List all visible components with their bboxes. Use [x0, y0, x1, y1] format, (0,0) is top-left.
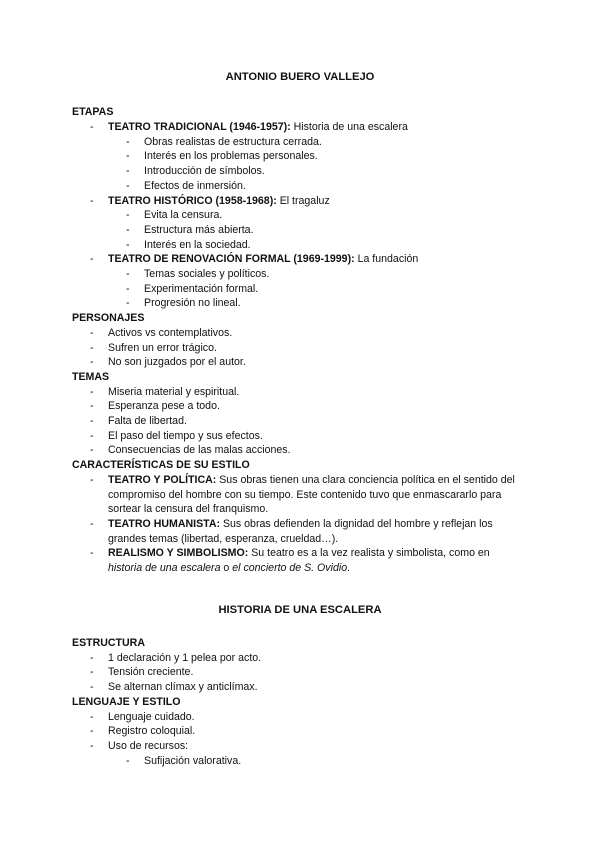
list-item: - Evita la censura.	[126, 209, 223, 222]
lenguaje-sublist	[126, 754, 526, 769]
list-item: - REALISMO Y SIMBOLISMO: Su teatro es a la vez realista y simbolista, como en historia de una escalera o el concierto de S. Ovidio.	[90, 547, 490, 575]
list-item: - TEATRO Y POLÍTICA: Sus obras tienen una clara conciencia política en el sentido del compromiso del hombre con su tiempo. Este contenido tuvo que enmascararlo para sortear la censura del franquismo.	[90, 473, 515, 516]
page-title: ANTONIO BUERO VALLEJO	[225, 71, 375, 83]
estilo-list	[90, 473, 522, 576]
list-item: - TEATRO TRADICIONAL (1946-1957): Historia de una escalera	[90, 121, 408, 133]
list-item: - No son juzgados por el autor.	[90, 356, 246, 369]
list-item: - Esperanza pese a todo.	[90, 400, 220, 413]
list-item: - El paso del tiempo y sus efectos.	[90, 429, 263, 442]
list-item: - Estructura más abierta.	[126, 223, 254, 236]
etapas-sublist-1	[126, 135, 526, 194]
etapas-sublist-3	[126, 267, 526, 311]
list-item: - Interés en la sociedad.	[126, 238, 251, 251]
list-item: - Experimentación formal.	[126, 282, 259, 295]
list-item: - Falta de libertad.	[90, 415, 187, 427]
personajes-list	[90, 326, 530, 370]
list-item: - Lenguaje cuidado.	[90, 710, 195, 723]
etapas-list-2	[90, 194, 530, 209]
section-heading-estilo: CARACTERÍSTICAS DE SU ESTILO	[72, 459, 250, 472]
list-item: - Sufren un error trágico.	[90, 341, 217, 354]
section-heading-estructura: ESTRUCTURA	[72, 637, 145, 649]
list-item: - Tensión creciente.	[90, 666, 194, 679]
section-heading-etapas: ETAPAS	[72, 106, 114, 118]
list-item: - TEATRO DE RENOVACIÓN FORMAL (1969-1999): La fundación	[90, 253, 419, 266]
list-item: - Obras realistas de estructura cerrada.	[126, 135, 322, 148]
list-item: - Progresión no lineal.	[126, 297, 241, 310]
list-item: - TEATRO HISTÓRICO (1958-1968): El tragaluz	[90, 194, 330, 207]
etapas-list-3	[90, 252, 530, 267]
list-item: - Consecuencias de las malas acciones.	[90, 444, 291, 457]
estructura-list	[90, 651, 530, 695]
section-heading-temas: TEMAS	[72, 370, 110, 383]
list-item: - Miseria material y espiritual.	[90, 385, 240, 398]
list-item: - Interés en los problemas personales.	[126, 150, 318, 163]
etapas-list-1	[90, 120, 530, 135]
page-subtitle: HISTORIA DE UNA ESCALERA	[218, 604, 382, 616]
lenguaje-list	[90, 710, 530, 754]
list-item: - Sufijación valorativa.	[126, 754, 242, 767]
list-item: - Activos vs contemplativos.	[90, 326, 233, 339]
list-item: - TEATRO HUMANISTA: Sus obras defienden la dignidad del hombre y reflejan los grandes temas (libertad, esperanza, crueldad…).	[90, 517, 493, 545]
section-heading-lenguaje: LENGUAJE Y ESTILO	[72, 695, 181, 708]
list-item: - Temas sociales y políticos.	[126, 268, 270, 280]
list-item: - Introducción de símbolos.	[126, 165, 265, 178]
list-item: - Se alternan clímax y anticlímax.	[90, 681, 258, 694]
etapas-sublist-2	[126, 208, 526, 252]
list-item: - Uso de recursos:	[90, 739, 189, 752]
list-item: - 1 declaración y 1 pelea por acto.	[90, 651, 262, 664]
list-item: - Registro coloquial.	[90, 725, 196, 738]
temas-list	[90, 385, 530, 459]
list-item: - Efectos de inmersión.	[126, 179, 246, 192]
section-heading-personajes: PERSONAJES	[72, 312, 145, 324]
